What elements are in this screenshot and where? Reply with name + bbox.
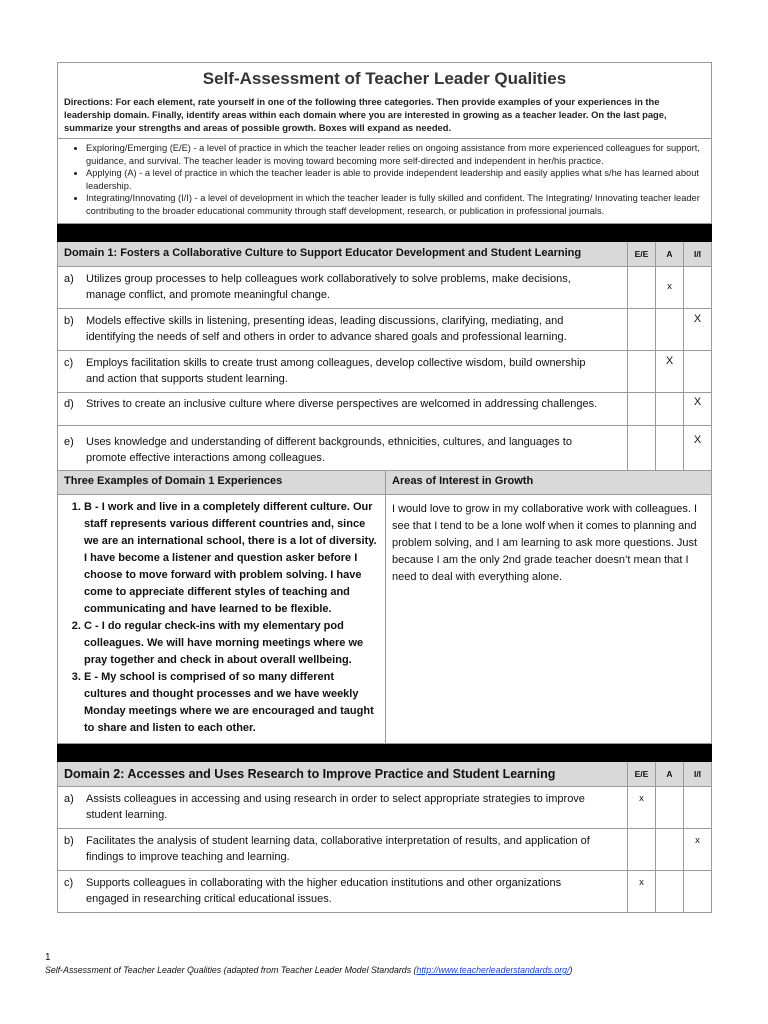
element-d [58, 392, 628, 425]
examples-list [64, 499, 379, 737]
element-c [58, 870, 628, 912]
table-row [58, 266, 712, 308]
rating-a-cell[interactable] [656, 828, 684, 870]
element-letter: b) [64, 314, 74, 327]
footer-close: ) [569, 965, 573, 975]
element-text: Models effective skills in listening, presenting ideas, leading discussions, clarifying, mediating, and identifying the needs of self and others in order to advance shared goals and professional learning. [86, 314, 567, 343]
rating-ii-cell[interactable]: x [684, 828, 712, 870]
level-name: Exploring/Emerging (E/E) [86, 143, 191, 153]
element-letter: c) [64, 876, 74, 889]
element-text: Strives to create an inclusive culture where diverse perspectives are welcomed in addressing challenges. [86, 397, 598, 410]
levels-list [64, 142, 705, 218]
list-item: 2. C - I do regular check-ins with my elementary pod colleagues. We will have morning meetings where we pray together and check in about overall wellbeing. [84, 618, 379, 669]
col-ee-header: E/E [628, 761, 656, 786]
rating-ee-cell[interactable]: x [628, 786, 656, 828]
element-letter: a) [64, 792, 74, 805]
domain2-title: Domain 2: Accesses and Uses Research to Improve Practice and Student Learning [58, 761, 628, 786]
footer-text: Self-Assessment of Teacher Leader Qualities (adapted from Teacher Leader Model Standards ( [45, 965, 417, 975]
rating-a-cell[interactable] [656, 870, 684, 912]
element-text: Supports colleagues in collaborating with the higher education institutions and other organizations engaged in researching critical educational issues. [86, 876, 562, 905]
element-text: Facilitates the analysis of student learning data, collaborative interpretation of results, and application of findings to improve teaching and learning. [86, 834, 590, 863]
element-letter: a) [64, 272, 74, 285]
rating-ee-cell[interactable] [628, 425, 656, 470]
rating-ii-cell[interactable] [684, 266, 712, 308]
rating-ee-cell[interactable] [628, 828, 656, 870]
rating-ii-cell[interactable]: X [684, 392, 712, 425]
element-b [58, 308, 628, 350]
rating-ee-cell[interactable] [628, 266, 656, 308]
table-row [58, 828, 712, 870]
level-item-ii [86, 192, 705, 217]
rating-ii-cell[interactable] [684, 870, 712, 912]
footer-link[interactable]: http://www.teacherleaderstandards.org/ [416, 965, 570, 975]
rating-a-cell[interactable]: x [656, 266, 684, 308]
col-a-header: A [656, 761, 684, 786]
page-footer [45, 965, 572, 975]
element-text: Employs facilitation skills to create trust among colleagues, develop collective wisdom, build ownership and action that supports student learning. [86, 356, 586, 385]
examples-cell[interactable] [58, 494, 386, 743]
element-text: Uses knowledge and understanding of different backgrounds, ethnicities, cultures, and languages to promote effective interactions among colleagues. [86, 435, 572, 464]
element-e [58, 425, 628, 470]
level-desc: - a level of development in which the teacher leader is fully skilled and confident. The Integrating/ Innovating teacher leader contributing to the broader educational community through staff development, research, or publication in professional journals. [86, 193, 700, 216]
levels-cell [58, 139, 712, 224]
rating-a-cell[interactable] [656, 392, 684, 425]
rating-a-cell[interactable] [656, 786, 684, 828]
rating-a-cell[interactable]: X [656, 350, 684, 392]
table-row [58, 392, 712, 425]
table-row [58, 308, 712, 350]
rating-ii-cell[interactable]: X [684, 425, 712, 470]
domain1-title: Domain 1: Fosters a Collaborative Culture to Support Educator Development and Student Learning [58, 241, 628, 266]
assessment-table [57, 62, 712, 913]
element-a [58, 266, 628, 308]
rating-a-cell[interactable] [656, 308, 684, 350]
col-ii-header: I/I [684, 761, 712, 786]
header-cell [58, 63, 712, 139]
element-letter: b) [64, 834, 74, 847]
level-item-ee [86, 142, 705, 167]
rating-a-cell[interactable] [656, 425, 684, 470]
assessment-form [57, 62, 711, 913]
rating-ee-cell[interactable] [628, 308, 656, 350]
element-letter: c) [64, 356, 74, 369]
directions-text: Directions: For each element, rate yourself in one of the following three categories. Then provide examples of your experiences in the leadership domain. Finally, identify areas within each domain where you are interested in growing as a teacher leader. On the last page, summarize your strengths and areas of possible growth. Boxes will expand as needed. [64, 96, 667, 133]
rating-ee-cell[interactable] [628, 350, 656, 392]
table-row [58, 350, 712, 392]
growth-heading: Areas of Interest in Growth [386, 470, 712, 494]
col-a-header: A [656, 241, 684, 266]
rating-ii-cell[interactable] [684, 350, 712, 392]
element-b [58, 828, 628, 870]
section-divider [58, 223, 712, 241]
growth-cell[interactable]: I would love to grow in my collaborative work with colleagues. I see that I tend to be a lone wolf when it comes to planning and problem solving, and I am learning to ask more questions. Just because I am the only 2nd grade teacher doesn’t mean that I need to deal with everything alone. [386, 494, 712, 743]
level-desc: - a level of practice in which the teacher leader relies on ongoing assistance from more experienced colleagues for support, guidance, and survival. The teacher leader is moving toward becoming more self-directed and independent in her/his practice. [86, 143, 700, 166]
element-letter: d) [64, 397, 74, 410]
table-row [58, 425, 712, 470]
list-item: 1. B - I work and live in a completely different culture. Our staff represents various different countries and, since we are an international school, there is a lot of diversity. I have become a listener and question asker before I choose to move forward with problem solving. I have come to appreciate different styles of teaching and communicating and have learned to be flexible. [84, 499, 379, 618]
page-number: 1 [45, 952, 51, 963]
rating-ee-cell[interactable]: x [628, 870, 656, 912]
level-name: Applying (A) [86, 168, 137, 179]
table-row [58, 870, 712, 912]
element-a [58, 786, 628, 828]
list-item: 3. E - My school is comprised of so many different cultures and thought processes and we have weekly Monday meetings where we are encouraged and taught to share and listen to each other. [84, 669, 379, 737]
element-letter: e) [64, 435, 74, 448]
examples-heading: Three Examples of Domain 1 Experiences [58, 470, 386, 494]
element-text: Assists colleagues in accessing and using research in order to select appropriate strategies to improve student learning. [86, 792, 585, 821]
col-ee-header: E/E [628, 241, 656, 266]
rating-ii-cell[interactable] [684, 786, 712, 828]
element-c [58, 350, 628, 392]
col-ii-header: I/I [684, 241, 712, 266]
rating-ii-cell[interactable]: X [684, 308, 712, 350]
section-divider [58, 743, 712, 761]
level-item-a [86, 167, 705, 192]
element-text: Utilizes group processes to help colleagues work collaboratively to solve problems, make decisions, manage conflict, and promote meaningful change. [86, 272, 571, 301]
table-row [58, 786, 712, 828]
rating-ee-cell[interactable] [628, 392, 656, 425]
page-title: Self-Assessment of Teacher Leader Qualities [202, 69, 567, 88]
level-name: Integrating/Innovating (I/I) [86, 193, 192, 204]
level-desc: - a level of practice in which the teacher leader is able to provide independent leadership and easily applies what s/he has learned about leadership. [86, 168, 699, 191]
